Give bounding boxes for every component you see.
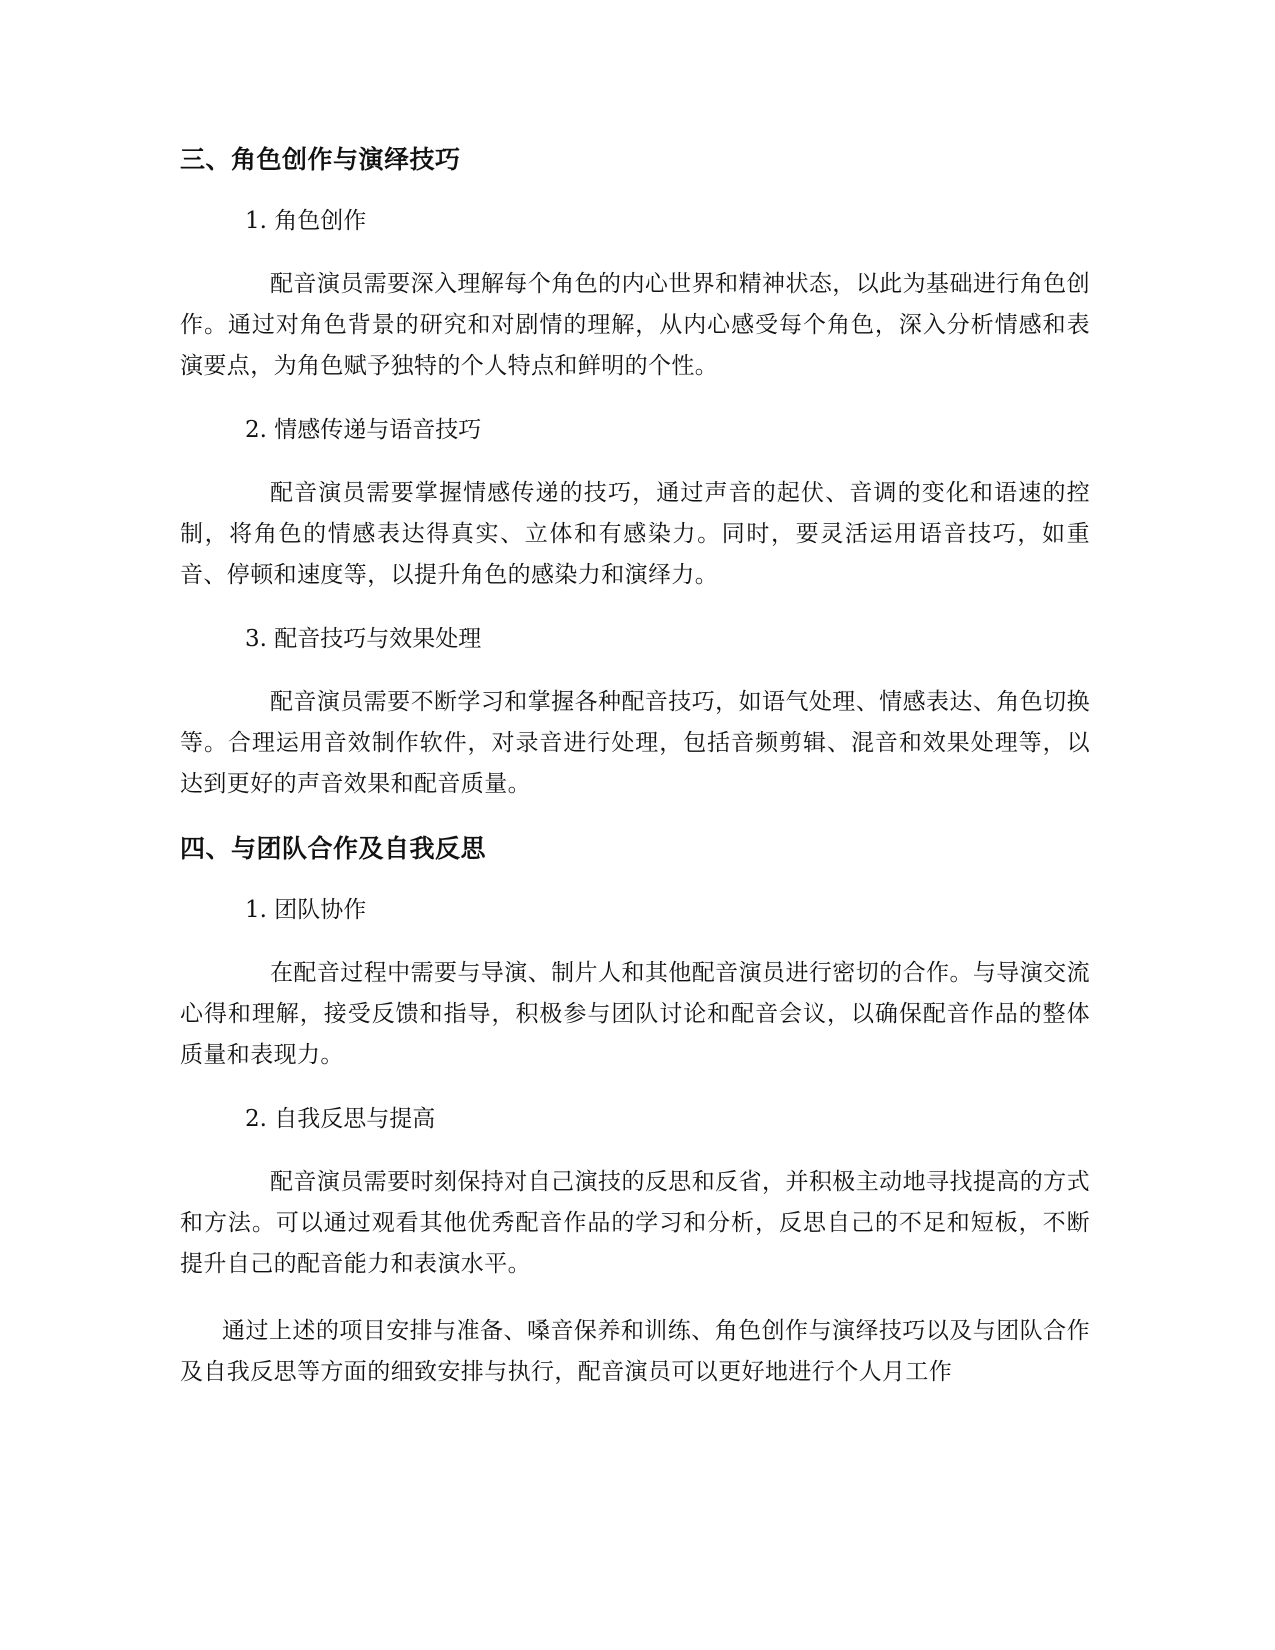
document-page <box>180 138 1090 1393</box>
subsection-heading: 1. 角色创作 <box>245 208 367 234</box>
section-heading: 四、与团队合作及自我反思 <box>180 834 487 863</box>
paragraph: 配音演员需要掌握情感传递的技巧，通过声音的起伏、音调的变化和语速的控制，将角色的情感表达得真实、立体和有感染力。同时，要灵活运用语音技巧，如重音、停顿和速度等，以提升角色的感染力和演绎力。 <box>180 480 1090 588</box>
subsection-heading: 1. 团队协作 <box>245 897 367 923</box>
subsection-heading: 2. 自我反思与提高 <box>245 1106 436 1132</box>
subsection-heading: 3. 配音技巧与效果处理 <box>245 626 482 652</box>
conclusion-paragraph: 通过上述的项目安排与准备、嗓音保养和训练、角色创作与演绎技巧以及与团队合作及自我反思等方面的细致安排与执行，配音演员可以更好地进行个人月工作 <box>180 1318 1090 1385</box>
section-heading: 三、角色创作与演绎技巧 <box>180 145 461 174</box>
paragraph: 在配音过程中需要与导演、制片人和其他配音演员进行密切的合作。与导演交流心得和理解，接受反馈和指导，积极参与团队讨论和配音会议，以确保配音作品的整体质量和表现力。 <box>180 960 1090 1068</box>
paragraph: 配音演员需要深入理解每个角色的内心世界和精神状态，以此为基础进行角色创作。通过对角色背景的研究和对剧情的理解，从内心感受每个角色，深入分析情感和表演要点，为角色赋予独特的个人特点和鲜明的个性。 <box>180 271 1090 379</box>
paragraph: 配音演员需要不断学习和掌握各种配音技巧，如语气处理、情感表达、角色切换等。合理运用音效制作软件，对录音进行处理，包括音频剪辑、混音和效果处理等，以达到更好的声音效果和配音质量。 <box>180 689 1090 797</box>
subsection-heading: 2. 情感传递与语音技巧 <box>245 417 482 443</box>
paragraph: 配音演员需要时刻保持对自己演技的反思和反省，并积极主动地寻找提高的方式和方法。可以通过观看其他优秀配音作品的学习和分析，反思自己的不足和短板，不断提升自己的配音能力和表演水平。 <box>180 1169 1090 1277</box>
